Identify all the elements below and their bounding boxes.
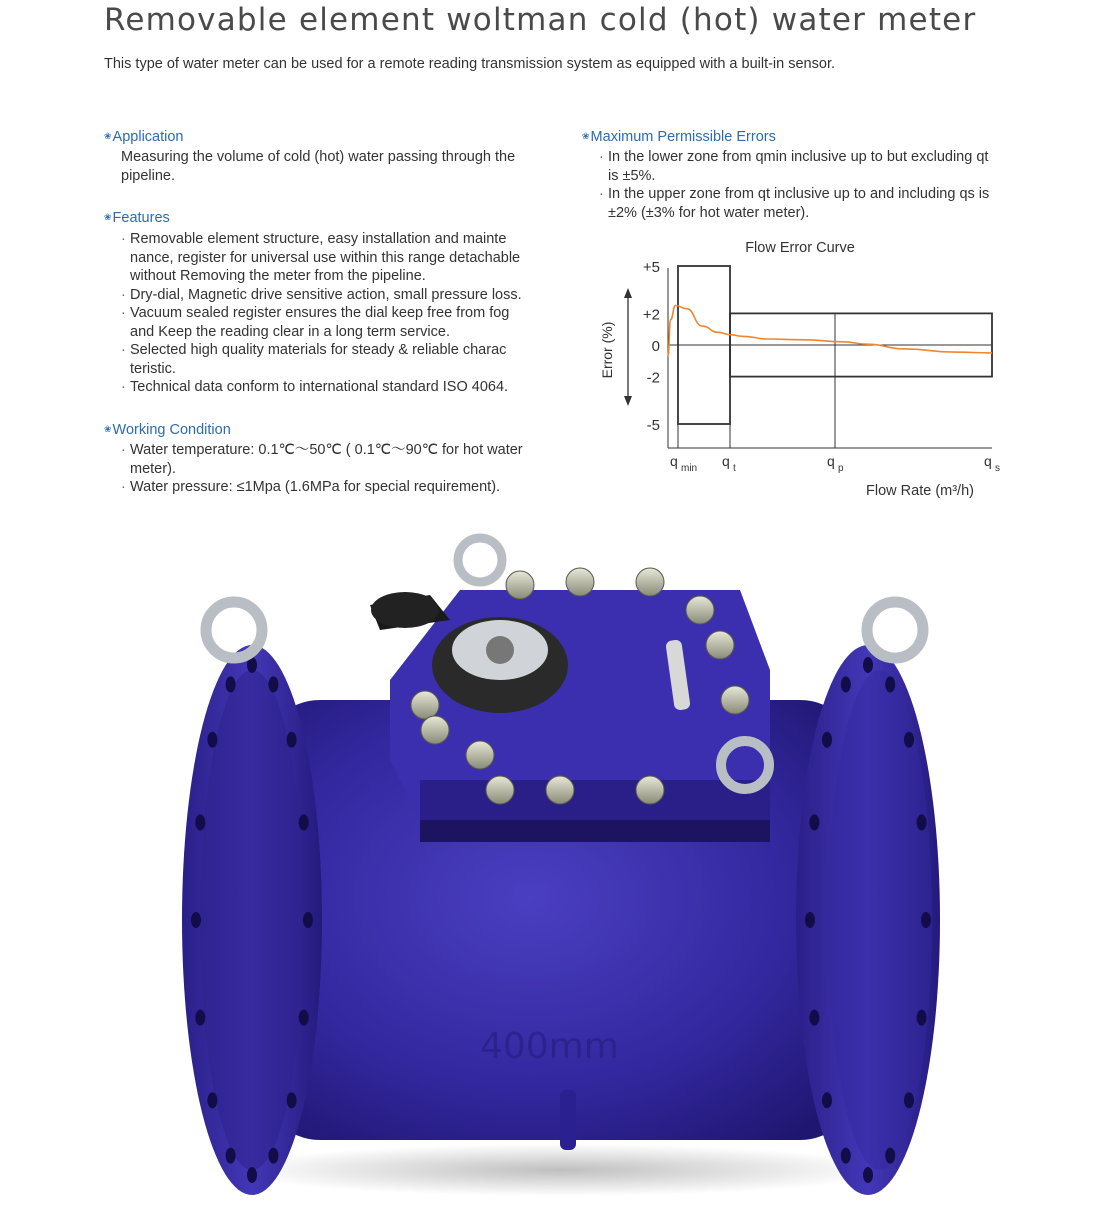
feature-item-text: teristic. [130,360,176,377]
feature-item-text: Vacuum sealed register ensures the dial keep free from fog [130,305,510,321]
size-mark: 400mm [480,1026,619,1067]
flange-hole [195,814,205,830]
feature-item-text: Removable element structure, easy installation and mainte [130,231,507,247]
flange-hole [268,1148,278,1164]
bolt-icon [636,776,664,804]
flange-hole [191,912,201,928]
y-tick-label: -2 [646,369,660,387]
y-axis-arrow-down-icon [624,396,632,406]
flange-hole [226,676,236,692]
features-heading-text: Features [112,210,170,226]
flange-hole [917,1010,927,1026]
x-axis-label: Flow Rate (m³/h) [866,483,974,499]
list-bullet: · [121,479,126,495]
feature-item-3-line-2 [130,323,450,342]
working-condition-item-1-line-1 [121,441,523,460]
chart-title: Flow Error Curve [745,240,855,256]
bolt-icon [411,691,439,719]
list-bullet: · [121,305,126,321]
x-tick-subscript: min [681,463,698,474]
feature-item-5-line-1 [121,378,509,397]
bullet-icon: ❀ [582,131,590,141]
meter-cover [390,590,770,842]
flange-hole [885,1148,895,1164]
bolt-icon [546,776,574,804]
flange-hole [921,912,931,928]
list-bullet: · [599,186,604,202]
flange-hole [841,1148,851,1164]
flange-hole [247,1167,257,1183]
flange-hole [299,1010,309,1026]
feature-item-text: Selected high quality materials for steady & reliable charac [130,342,507,358]
flange-hole [226,1148,236,1164]
feature-item-4-line-1 [121,341,507,360]
mpe-item-2-line-2 [608,204,809,223]
flange-hole [268,676,278,692]
feature-item-1-line-1 [121,230,507,249]
bolt-icon [466,741,494,769]
working-condition-heading-text: Working Condition [112,422,231,438]
y-tick-label: +2 [642,306,660,324]
flange-hole [287,732,297,748]
flange-hole [809,1010,819,1026]
working-condition-item-2-line-1 [121,478,501,497]
list-bullet: · [599,149,604,165]
list-bullet: · [121,442,126,458]
page-subtitle: This type of water meter can be used for a remote reading transmission system as equipped with a built-in sensor. [104,56,835,72]
feature-item-3-line-1 [121,304,510,323]
list-bullet: · [121,286,126,303]
flange-hole [822,732,832,748]
x-tick-subscript: t [733,463,736,474]
flange-hole [841,676,851,692]
x-tick-subscript: p [838,463,844,474]
flange-hole [303,912,313,928]
flow-error-chart [590,232,1020,507]
flange-hole [904,1092,914,1108]
working-condition-item-1-line-2 [130,460,176,479]
x-tick-label: q [670,453,678,469]
water-meter-image [180,530,940,1210]
x-tick-label: q [984,453,992,469]
flange-hole [863,1167,873,1183]
bolt-icon [686,596,714,624]
mpe-item-text: is ±5%. [608,167,656,184]
features-heading [104,210,170,226]
mpe-heading-text: Maximum Permissible Errors [590,129,776,145]
working-condition-item-text: Water temperature: 0.1℃～50℃ ( 0.1℃～90℃ for hot water [130,442,523,458]
flange-hole [207,1092,217,1108]
feature-item-text: Dry-dial, Magnetic drive sensitive action, small pressure loss. [130,286,522,303]
feature-item-1-line-3 [130,267,426,286]
list-bullet: · [121,379,126,395]
mpe-item-text: In the lower zone from qmin inclusive up to but excluding qt [608,149,989,165]
flange-hole [917,814,927,830]
x-tick-label: q [827,453,835,469]
flange-hole [299,814,309,830]
application-text-line-2: pipeline. [121,168,176,184]
x-tick-subscript: s [995,463,1000,474]
bolt-icon [706,631,734,659]
feature-item-4-line-2 [130,360,176,379]
feature-item-text: without Removing the meter from the pipeline. [130,268,426,284]
mpe-item-text: In the upper zone from qt inclusive up to and including qs is [608,186,990,202]
bullet-icon: ❀ [104,424,112,434]
feature-item-text: Technical data conform to international standard ISO 4064. [130,379,509,395]
mpe-item-text: ±2% (±3% for hot water meter). [608,204,810,221]
y-tick-label: 0 [651,338,660,355]
bolt-icon [486,776,514,804]
bolt-icon [721,686,749,714]
flange-hole [805,912,815,928]
flange-hole [885,676,895,692]
bolt-icon [506,571,534,599]
mpe-heading [582,129,776,145]
y-tick-label: +5 [642,259,660,276]
bullet-icon: ❀ [104,212,112,222]
bolt-icon [421,716,449,744]
bolt-icon [566,568,594,596]
y-axis-label: Error (%) [599,321,615,379]
feature-item-text: nance, register for universal use within this range detachable [130,249,521,266]
mpe-item-1-line-1 [599,148,989,167]
working-condition-item-text: Water pressure: ≤1Mpa (1.6MPa for special requirement). [130,479,501,495]
flange-hole [863,657,873,673]
y-axis-arrow-up-icon [624,288,632,298]
flange-hole [207,732,217,748]
working-condition-heading [104,422,231,438]
mpe-item-2-line-1 [599,185,990,204]
feature-item-1-line-2 [130,249,520,268]
y-tick-label: -5 [646,417,660,434]
feature-item-text: and Keep the reading clear in a long term service. [130,323,450,340]
meter-shadow [230,1144,890,1196]
application-heading [104,129,183,145]
working-condition-item-text: meter). [130,460,176,477]
page-title: Removable element woltman cold (hot) water meter [104,2,977,38]
bullet-icon: ❀ [104,131,112,141]
flange-hole [822,1092,832,1108]
flange-hole [904,732,914,748]
mpe-item-1-line-2 [608,167,655,186]
application-text-line-1: Measuring the volume of cold (hot) water passing through the [121,149,516,165]
feature-item-2-line-1 [121,286,522,305]
flange-hole [809,814,819,830]
list-bullet: · [121,342,126,358]
bolt-icon [636,568,664,596]
application-heading-text: Application [112,129,184,145]
flange-hole [195,1010,205,1026]
flange-hole [287,1092,297,1108]
x-tick-label: q [722,453,730,469]
list-bullet: · [121,231,126,247]
